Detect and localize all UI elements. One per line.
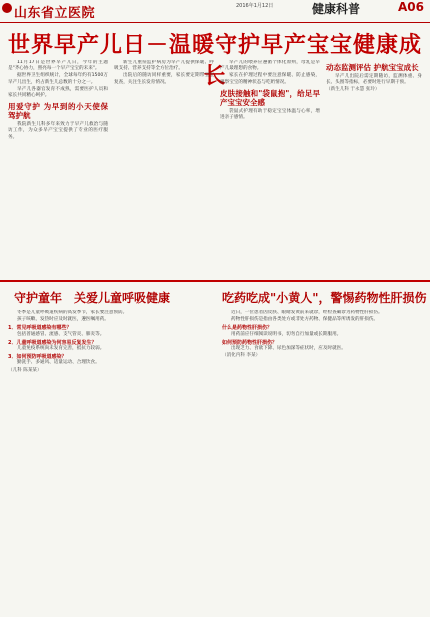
paragraph: 出现乏力、食欲下降、尿色加深等症状时，应及时就医。 xyxy=(231,346,346,352)
lower-right-article xyxy=(222,310,422,610)
paragraph: 袋鼠式护理有助于稳定宝宝体温与心率，增进亲子感情。 xyxy=(220,108,320,121)
paragraph: 冬季是儿童呼吸道疾病的高发季节，家长要注意预防。 xyxy=(17,310,128,315)
question-heading: 1．常见呼吸道感染有哪些？ xyxy=(8,325,72,332)
byline: （儿科 陈某某） xyxy=(8,367,42,373)
paragraph: 出院后的随访同样重要，家长要定期带宝宝复查，关注生长发育情况。 xyxy=(114,73,214,85)
section-subhead: 动态监测评估 护航宝宝成长 xyxy=(326,63,419,72)
article-column-2 xyxy=(114,60,214,275)
lower-left-headline: 守护童年 关爱儿童呼吸健康 xyxy=(14,291,171,305)
section-title: 健康科普 xyxy=(312,2,361,16)
paragraph: 新生儿重症监护病房为早产儿提供保暖、呼吸支持、营养支持等全方位治疗。 xyxy=(114,60,214,72)
question-heading: 3．如何预防呼吸道感染？ xyxy=(8,354,67,361)
paragraph: 近日，一位患者因皮肤、眼睛发黄前来就诊，经检查确诊为药物性肝损伤。 xyxy=(231,310,383,315)
lower-right-headline: 吃药吃成"小黄人"，警惕药物性肝损伤 xyxy=(222,291,427,305)
paragraph: 用药前应仔细阅读说明书，切勿自行加量或长期服用。 xyxy=(231,331,342,337)
paragraph: 早产儿的喂养应遵循个体化原则，母乳是早产儿最理想的食物。 xyxy=(220,60,320,72)
section-subhead: 用爱守护 为早到的小天使保驾护航 xyxy=(8,102,108,121)
page-header xyxy=(0,0,430,23)
paragraph: 早产儿各器官发育不成熟，需要医护人员和家长共同精心呵护。 xyxy=(8,86,108,99)
byline: （消化内科 李某） xyxy=(222,353,261,359)
paragraph: 我院新生儿科多年来致力于早产儿救治与随访工作，为众多早产宝宝提供了专业的医疗服务。 xyxy=(8,122,108,140)
question-heading: 2．儿童呼吸道感染为何容易反复发生？ xyxy=(8,339,97,346)
article-column-1 xyxy=(8,60,108,275)
answer: 勤洗手、多通风、适量运动、合理饮食。 xyxy=(17,360,100,366)
byline: （新生儿科 于永慧 张玲） xyxy=(326,87,380,93)
paragraph: 11月17日是世界早产儿日，今年的主题是"齐心协力，照亮每一个早产宝宝的未来"。 xyxy=(8,60,108,72)
answer: 儿童免疫系统尚未发育完善，抵抗力较弱。 xyxy=(17,346,105,352)
hospital-logo-icon xyxy=(2,3,12,13)
article-column-4 xyxy=(326,60,422,275)
paragraph: 孩子咳嗽、发热时应及时就医，遵医嘱用药。 xyxy=(17,317,109,323)
masthead: 山东省立医院 xyxy=(14,6,96,21)
issue-date: 2016年1月12日 xyxy=(236,3,274,9)
paragraph: 据世界卫生组织统计，全球每年约有1500万早产儿出生，约占新生儿总数的十分之一。 xyxy=(8,73,108,85)
article-column-3 xyxy=(220,60,320,275)
paragraph: 早产儿出院后需定期随访，监测体重、身长、头围等指标，必要时进行早期干预。 xyxy=(326,74,422,86)
main-headline: 世界早产儿日－温暖守护早产宝宝健康成长 xyxy=(7,32,422,89)
paragraph: 家长在护理过程中要注意保暖、防止感染，观察宝宝的精神状态与吃奶情况。 xyxy=(220,73,320,85)
lower-left-article xyxy=(8,310,208,610)
paragraph: 药物性肝损伤是指由各类处方或非处方药物、保健品等所诱发的肝损伤。 xyxy=(231,317,379,323)
section-divider xyxy=(0,280,430,282)
answer: 包括普通感冒、流感、支气管炎、肺炎等。 xyxy=(17,331,105,337)
section-subhead: 什么是药物性肝损伤？ xyxy=(222,325,273,332)
section-subhead: 皮肤接触和"袋鼠抱"，给足早产宝宝安全感 xyxy=(220,88,320,107)
page-number: A06 xyxy=(398,0,424,14)
section-subhead: 如何预防药物性肝损伤？ xyxy=(222,339,278,346)
